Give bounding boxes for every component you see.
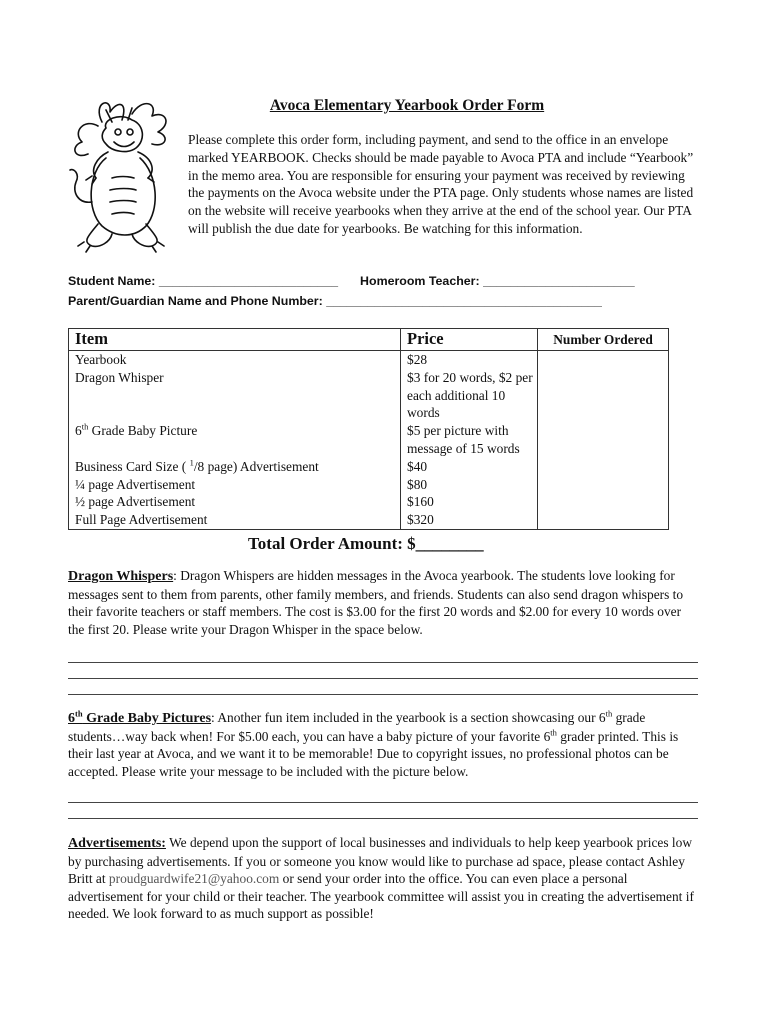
table-row [69, 476, 669, 494]
item-column-header: Item [69, 329, 401, 351]
price-cell: $160 [401, 493, 538, 511]
student-info-row [68, 274, 635, 288]
advertisements-paragraph: Advertisements: We depend upon the support of local businesses and individuals to help keep yearbook prices low by purchasing advertisements. If you or someone you know would like to purchase ad space, please contact Ashley Britt at proudguardwife21@yahoo.com or send your order into the office. You can even place a personal advertisement for your child or their teacher. The yearbook committee will assist you in creating the advertisement if needed. We look forward to as much support as possible! [68, 835, 694, 922]
price-column-header: Price [401, 329, 538, 351]
item-cell: Yearbook [69, 351, 401, 369]
form-title: Avoca Elementary Yearbook Order Form [269, 97, 545, 114]
table-row [69, 511, 669, 529]
student-name-field[interactable]: Student Name: __________________________ [68, 274, 339, 288]
price-cell: $3 for 20 words, $2 per each additional 10 words [401, 369, 538, 422]
table-header-row [69, 329, 669, 351]
dragon-whispers-paragraph: Dragon Whispers: Dragon Whispers are hidden messages in the Avoca yearbook. The students love looking for messages sent to them from parents, other family members, and friends. Students can also send dragon whispers to their favorite teachers or staff members. The cost is $3.00 for the first 20 words and $2.00 for every 10 words over the first 20. Please write your Dragon Whisper in the space below. [68, 568, 684, 637]
table-row [69, 422, 669, 458]
parent-info-row [68, 294, 602, 308]
number-ordered-cell[interactable] [538, 369, 669, 422]
table-row [69, 351, 669, 369]
item-cell: ½ page Advertisement [69, 493, 401, 511]
price-cell: $5 per picture with message of 15 words [401, 422, 538, 458]
table-row [69, 493, 669, 511]
table-row [69, 369, 669, 422]
order-table [68, 328, 669, 530]
number-ordered-cell[interactable] [538, 511, 669, 529]
price-cell: $320 [401, 511, 538, 529]
price-cell: $28 [401, 351, 538, 369]
number-ordered-cell[interactable] [538, 458, 669, 476]
homeroom-teacher-field[interactable]: Homeroom Teacher: ______________________ [360, 274, 635, 288]
number-ordered-cell[interactable] [538, 476, 669, 494]
dragon-whispers-heading: Dragon Whispers [68, 569, 174, 584]
table-row [69, 458, 669, 476]
advertisements-heading: Advertisements: [68, 836, 166, 851]
item-cell: Dragon Whisper [69, 369, 401, 422]
baby-pictures-heading: 6th Grade Baby Pictures [68, 708, 212, 726]
dragon-whisper-write-line[interactable] [68, 694, 698, 695]
price-cell: $80 [401, 476, 538, 494]
item-cell: Business Card Size ( $^1$/8 page) Advertisement [69, 458, 401, 476]
baby-picture-message-line[interactable] [68, 818, 698, 819]
dragon-whisper-write-line[interactable] [68, 678, 698, 679]
intro-paragraph: Please complete this order form, including payment, and send to the office in an envelope marked YEARBOOK. Checks should be made payable to Avoca PTA and include “Yearbook” in the memo area. You are responsible for ensuring your payment was received by reviewing the payments on the Avoca website under the PTA page. Only students whose names are listed on the website will receive yearbooks when they arrive at the end of the school year. Our PTA will publish the due date for yearbooks. Be watching for this information. [188, 132, 694, 236]
number-ordered-column-header: Number Ordered [538, 329, 669, 351]
dragon-mascot-illustration [62, 92, 182, 260]
number-ordered-cell[interactable] [538, 351, 669, 369]
baby-picture-message-line[interactable] [68, 802, 698, 803]
total-order-amount-field[interactable]: Total Order Amount: $________ [248, 534, 484, 553]
parent-name-phone-field[interactable]: Parent/Guardian Name and Phone Number: ________________________________________ [68, 294, 602, 308]
item-cell: Full Page Advertisement [69, 511, 401, 529]
contact-email-link[interactable]: proudguardwife21@yahoo.com [108, 871, 280, 887]
number-ordered-cell[interactable] [538, 422, 669, 458]
dragon-whisper-write-line[interactable] [68, 662, 698, 663]
item-cell: 6th Grade Baby Picture [69, 422, 401, 458]
baby-pictures-paragraph: 6th Grade Baby Pictures: Another fun item included in the yearbook is a section showcasing our 6th grade students…way back when! For $5.00 each, you can have a baby picture of your favorite 6th grader printed. This is their last year at Avoca, and we want it to be memorable! Due to copyright issues, no professional photos can be accepted. Please write your message to be included with the picture below. [68, 708, 679, 779]
number-ordered-cell[interactable] [538, 493, 669, 511]
price-cell: $40 [401, 458, 538, 476]
item-cell: ¼ page Advertisement [69, 476, 401, 494]
